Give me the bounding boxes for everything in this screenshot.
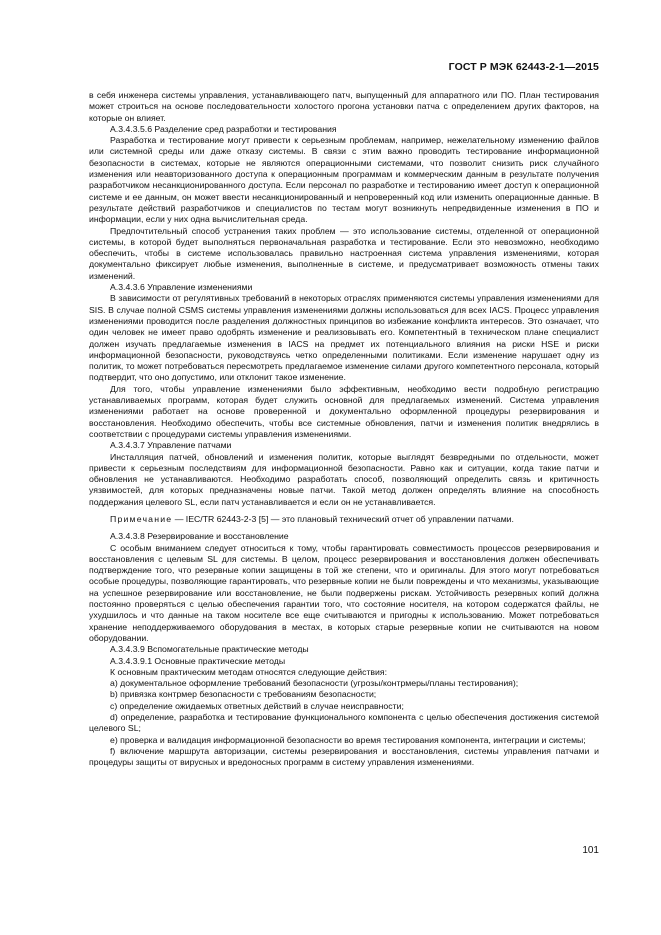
note-paragraph [89, 514, 599, 525]
note-text: — IEC/TR 62443-2-3 [5] — это плановый технический отчет об управлении патчами. [172, 513, 514, 524]
paragraph: d) определение, разработка и тестирование функционального компонента с целью обеспечения достижения системой целевого SL; [89, 712, 599, 734]
paragraph: А.3.4.3.9.1 Основные практические методы [110, 655, 286, 666]
paragraph: b) привязка контрмер безопасности с требованиям безопасности; [110, 689, 377, 700]
paragraph: а) документальное оформление требований безопасности (угрозы/контрмеры/планы тестирования); [110, 678, 519, 689]
paragraph: А.3.4.3.5.6 Разделение сред разработки и тестирования [110, 123, 337, 134]
paragraph: с) определение ожидаемых ответных действий в случае неисправности; [110, 700, 404, 711]
paragraph: Разработка и тестирование могут привести к серьезным проблемам, например, нежелательному изменению файлов или системной среды или даже отказу системы. В связи с этим важно проводить тестирование информационной безопасности в системах, которые не являются операционными системами, что позволит снизить риск случайного изменения или неавторизованного доступа к операционным программам и коммерческим данным в результате получения разработчиком несанкционированного доступа. Если персонал по разработке и тестированию имеет доступ к операционной системе и ее данным, он может ввести несанкционированный и непроверенный код или изменить операционные данные. В результате действий разработчиков и специалистов по тестам могут возникнуть непредвиденные изменения в ПО и информации, если у них одна вычислительная среда. [89, 135, 599, 225]
paragraph: в себя инженера системы управления, устанавливающего патч, выпущенный для аппаратного или ПО. План тестирования может строиться на основе последовательности холостого прогона установки патча с определением других факторов, на которые он влияет. [89, 90, 599, 123]
paragraph: С особым вниманием следует относиться к тому, чтобы гарантировать совместимость процессов резервирования и восстановления с целевым SL для системы. В целом, процесс резервирования и восстановления должен обеспечивать подтверждение того, что резервные копии защищены в той же степени, что и оригиналы. Для этого могут потребоваться особые процедуры, позволяющие гарантировать, что резервные копии не были повреждены и что механизмы, указывающие на успешное резервирование или восстановление, не были подвержены рискам. Устойчивость резервных копий должна постоянно проверяться с целью обеспечения гарантии того, что состояние носителя, на котором содержатся файлы, не ухудшилось и что данные на таком носителе все еще считываются и пригодны к использованию. Может потребоваться хранение неподдерживаемого оборудования в местах, в которых старые резервные копии не считываются на новом оборудовании. [89, 542, 599, 643]
page-number: 101 [582, 845, 599, 856]
paragraph: А.3.4.3.8 Резервирование и восстановление [110, 531, 289, 542]
document-id-header: ГОСТ Р МЭК 62443-2-1—2015 [448, 61, 599, 73]
paragraph: Предпочтительный способ устранения таких проблем — это использование системы, отделенной от операционной системы, в которой будет выполняться первоначальная разработка и тестирование. Если это невозможно, необходимо обеспечить, чтобы в системе использовалась правильно настроенная система управления изменениями, которая документально фиксирует любые изменения, выполненные в системе, и предусматривает возможность отмены таких изменений. [89, 225, 599, 281]
paragraph: f) включение маршрута авторизации, системы резервирования и восстановления, системы управления патчами и процедуры защиты от вирусных и вредоносных программ в систему управления изменениями. [89, 745, 599, 768]
paragraph: Для того, чтобы управление изменениями было эффективным, необходимо вести подробную регистрацию устанавливаемых программ, которая будет служить основной для предлагаемых изменений. Система управления изменениями работает на основе проверенной и документально оформленной процедуры резервирования и восстановления. Необходимо обеспечить, чтобы все системные обновления, патчи и изменения политик внедрялись в соответствии с процедурами системы управления изменениями. [89, 383, 599, 439]
note-label: Примечание [110, 513, 173, 524]
paragraph: Инсталляция патчей, обновлений и изменения политик, которые выглядят безвредными по отдельности, может привести к серьезным последствиям для информационной безопасности. Равно как и ситуации, когда такие патчи и обновления не устанавливаются. Необходимо разработать способ, позволяющий определить связь и критичность уязвимостей, для которых предназначены новые патчи. Такой метод должен определять влияние на способность поддержания целевого SL, если патч устанавливается и если он не устанавливается. [89, 451, 599, 507]
paragraph: е) проверка и валидация информационной безопасности во время тестирования компонента, интеграции и системы; [110, 734, 586, 745]
paragraph: В зависимости от регулятивных требований в некоторых отраслях применяются системы управления изменениями для SIS. В случае полной CSMS системы управления изменениями должны использоваться для всех IACS. Процесс управления изменениями проводится после разделения должностных принципов во избежание конфликта интересов. Это означает, что один человек не имеет право одобрять изменение и реализовывать его. Компетентный в техническом плане специалист должен изучать предлагаемые изменения в IACS на предмет их потенциального влияния на риски HSE и риски информационной безопасности, руководствуясь четко определенными политиками. Если изменение нарушает одну из политик, то может потребоваться пересмотреть предлагаемое изменение силами другого компетентного персонала, который подтвердит, что оно допустимо, или отклонит такое изменение. [89, 293, 599, 383]
paragraph: А.3.4.3.6 Управление изменениями [110, 282, 253, 293]
paragraph: К основным практическим методам относятся следующие действия: [110, 666, 388, 677]
document-body [89, 90, 599, 769]
paragraph: А.3.4.3.7 Управление патчами [110, 440, 232, 451]
paragraph: А.3.4.3.9 Вспомогательные практические методы [110, 644, 309, 655]
